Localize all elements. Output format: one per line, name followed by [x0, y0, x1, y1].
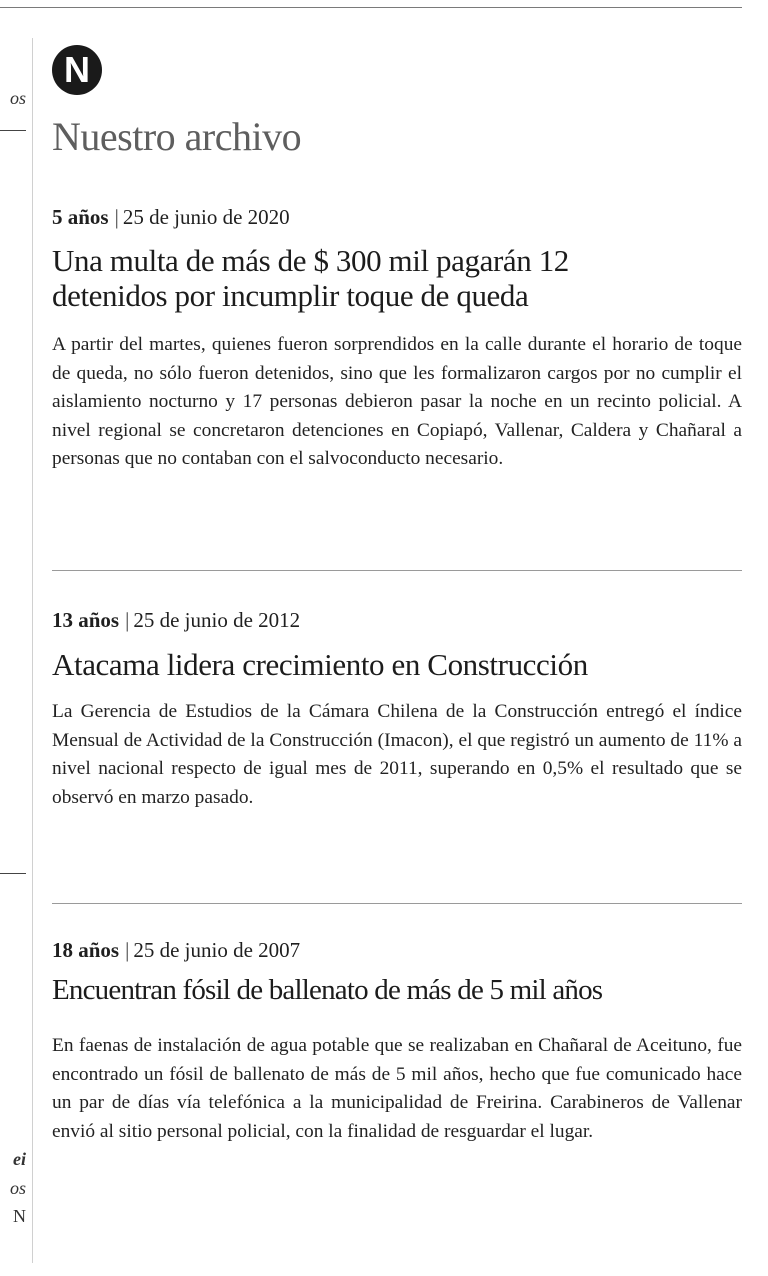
years-ago: 5 años: [52, 205, 109, 229]
fragment-text: os: [9, 88, 26, 108]
meta-separator: |: [114, 205, 119, 229]
article-divider: [52, 903, 742, 904]
adjacent-column-fragment: [0, 0, 32, 1276]
column-divider: [32, 38, 33, 1263]
article-headline: [52, 647, 742, 682]
archive-article: [52, 940, 742, 1146]
article-date: 25 de junio de 2007: [133, 938, 301, 962]
article-headline: [52, 243, 742, 313]
article-meta: [52, 940, 742, 961]
years-ago: 13 años: [52, 608, 120, 632]
headline-line: detenidos por incumplir toque de queda: [52, 278, 529, 313]
newspaper-logo-icon: N: [52, 45, 102, 95]
article-headline: [52, 973, 742, 1008]
article-meta: [52, 207, 742, 228]
archive-article: [52, 207, 742, 474]
headline-line: Atacama lidera crecimiento en Construcción: [52, 647, 588, 682]
archive-section: [52, 45, 742, 1142]
article-body: A partir del martes, quienes fueron sorprendidos en la calle durante el horario de toque de queda, no sólo fueron detenidos, sino que les formalizaron cargos por no cumplir el aislamiento nocturno y 17 personas debieron pasar la noche en un recinto policial. A nivel regional se concretaron detenciones en Copiapó, Vallenar, Caldera y Chañaral a personas que no contaban con el salvoconducto necesario.: [52, 334, 742, 470]
article-meta: [52, 610, 742, 631]
article-date: 25 de junio de 2020: [122, 205, 290, 229]
article-date: 25 de junio de 2012: [133, 608, 301, 632]
headline-line: Una multa de más de $ 300 mil pagarán 12: [52, 243, 569, 278]
fragment-text: os: [9, 1178, 26, 1198]
archive-article: [52, 610, 742, 812]
headline-line: Encuentran fósil de ballenato de más de 5 mil años: [52, 974, 603, 1006]
meta-separator: |: [125, 938, 130, 962]
article-body: En faenas de instalación de agua potable que se realizaban en Chañaral de Aceituno, fue encontrado un fósil de ballenato de más de 5 mil años, hecho que fue comunicado hace un par de días vía telefónica a la municipalidad de Freirina. Carabineros de Vallenar envió al sitio personal policial, con la finalidad de resguardar el lugar.: [52, 1035, 742, 1142]
article-body: La Gerencia de Estudios de la Cámara Chilena de la Construcción entregó el índice Mensual de Actividad de la Construcción (Imacon), el que registró un aumento de 11% a nivel nacional respecto de igual mes de 2011, superando en 0,5% el resultado que se observó en marzo pasado.: [52, 701, 742, 808]
left-rule: [0, 873, 26, 874]
section-title: Nuestro archivo: [52, 114, 302, 159]
top-rule: [0, 7, 742, 8]
years-ago: 18 años: [52, 938, 120, 962]
article-divider: [52, 570, 742, 571]
meta-separator: |: [125, 608, 130, 632]
left-rule: [0, 130, 26, 131]
fragment-text: ei: [13, 1149, 26, 1169]
fragment-text: N: [13, 1206, 26, 1226]
